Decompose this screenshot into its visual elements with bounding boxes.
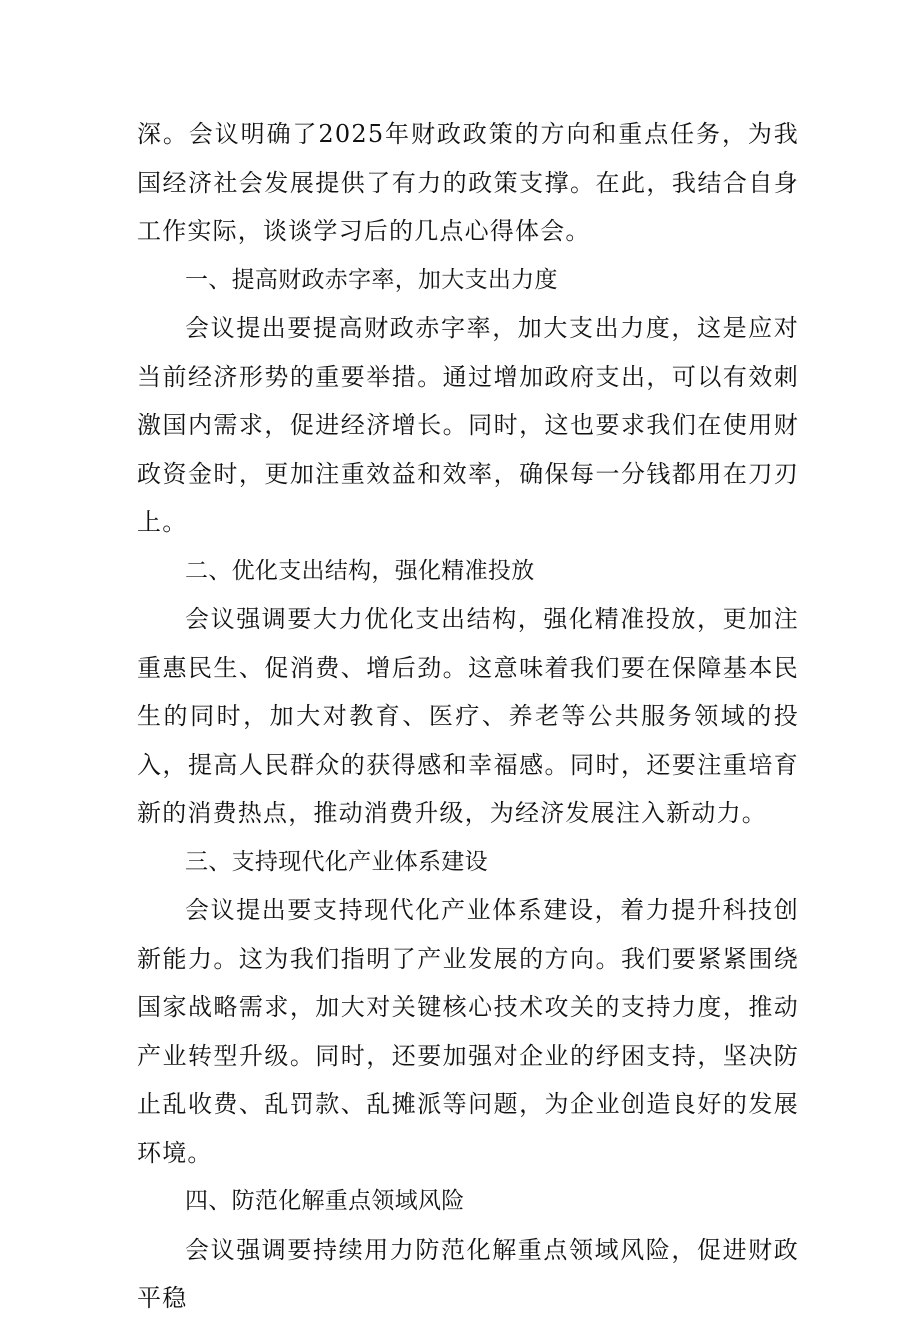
section-3-heading: 三、支持现代化产业体系建设 xyxy=(185,848,488,875)
section-4-heading: 四、防范化解重点领域风险 xyxy=(185,1188,465,1214)
intro-paragraph: 深。会议明确了2025年财政政策的方向和重点任务，为我国经济社会发展提供了有力的政策支撑。在此，我结合自身工作实际，谈谈学习后的几点心得体会。 xyxy=(137,120,799,245)
section-2-heading: 二、优化支出结构，强化精准投放 xyxy=(185,557,535,584)
section-1-body: 会议提出要提高财政赤字率，加大支出力度，这是应对当前经济形势的重要举措。通过增加政府支出，可以有效刺激国内需求，促进经济增长。同时，这也要求我们在使用财政资金时，更加注重效益和效率，确保每一分钱都用在刀刃上。 xyxy=(137,314,799,536)
section-1-heading: 一、提高财政赤字率，加大支出力度 xyxy=(185,266,558,293)
section-2-body: 会议强调要大力优化支出结构，强化精准投放，更加注重惠民生、促消费、增后劲。这意味着我们要在保障基本民生的同时，加大对教育、医疗、养老等公共服务领域的投入，提高人民群众的获得感和幸福感。同时，还要注重培育新的消费热点，推动消费升级，为经济发展注入新动力。 xyxy=(137,605,799,827)
section-3-body: 会议提出要支持现代化产业体系建设，着力提升科技创新能力。这为我们指明了产业发展的方向。我们要紧紧围绕国家战略需求，加大对关键核心技术攻关的支持力度，推动产业转型升级。同时，还要加强对企业的纾困支持，坚决防止乱收费、乱罚款、乱摊派等问题，为企业创造良好的发展环境。 xyxy=(137,896,799,1167)
document-body xyxy=(137,110,799,1323)
section-4-body: 会议强调要持续用力防范化解重点领域风险，促进财政平稳 xyxy=(137,1235,799,1312)
